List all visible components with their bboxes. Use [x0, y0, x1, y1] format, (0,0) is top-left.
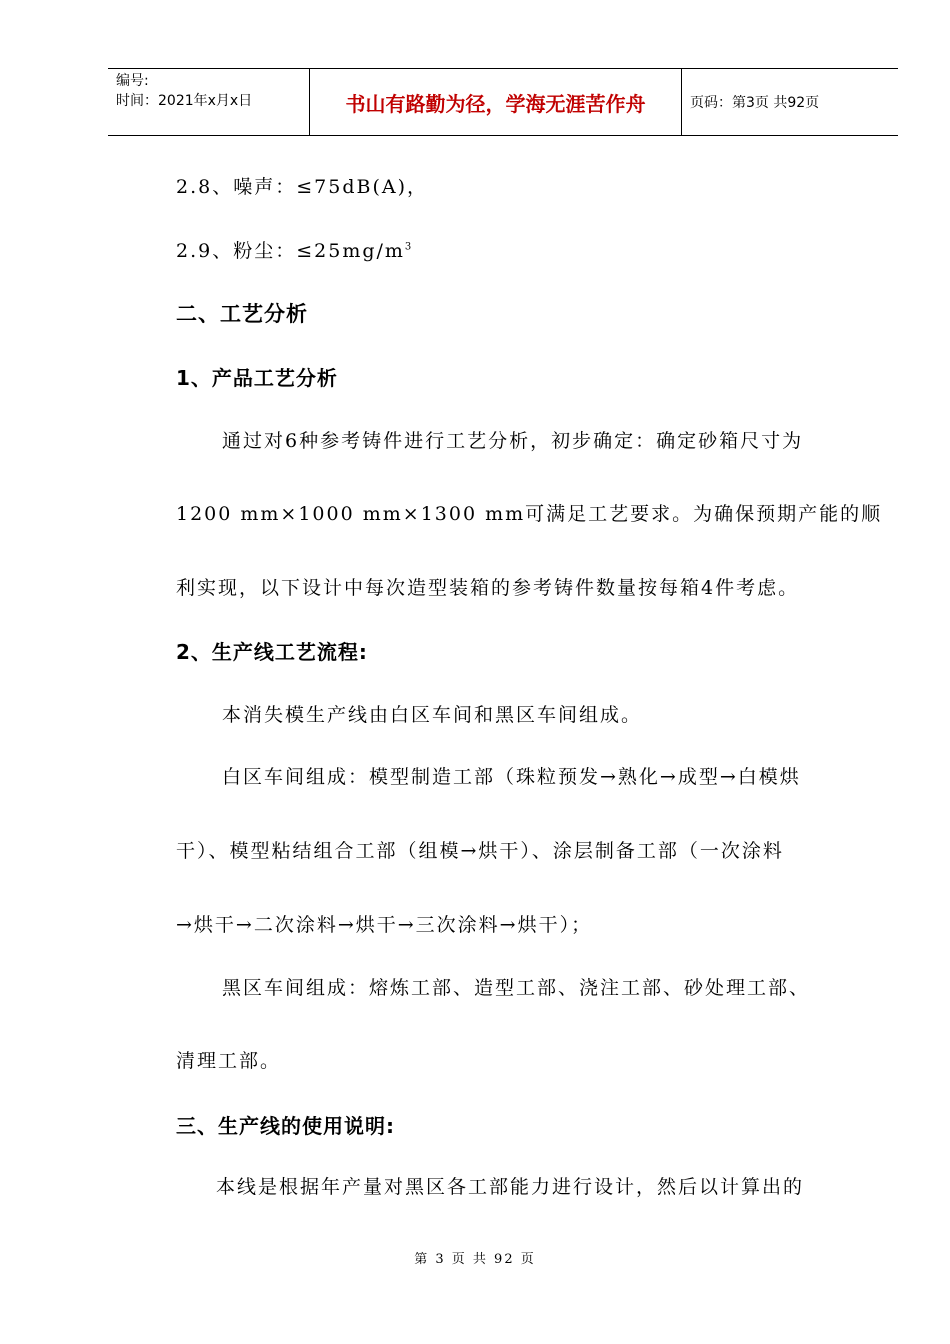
header-number: 编号: — [116, 73, 149, 89]
paragraph-line: 1200 mm×1000 mm×1300 mm可满足工艺要求。为确保预期产能的顺 — [176, 503, 883, 525]
subsection-heading-1: 1、产品工艺分析 — [176, 366, 338, 390]
paragraph-line: 本线是根据年产量对黑区各工部能力进行设计，然后以计算出的 — [216, 1176, 805, 1198]
paragraph-line: 通过对6种参考铸件进行工艺分析，初步确定：确定砂箱尺寸为 — [222, 430, 804, 452]
paragraph-line: 黑区车间组成：熔炼工部、造型工部、浇注工部、砂处理工部、 — [222, 977, 811, 999]
paragraph-line: →烘干→二次涂料→烘干→三次涂料→烘干）； — [176, 914, 593, 936]
section-heading-3: 三、生产线的使用说明: — [176, 1114, 395, 1138]
header-motto: 书山有路勤为径，学海无涯苦作舟 — [310, 69, 682, 135]
paragraph-line: 干）、模型粘结组合工部（组模→烘干）、涂层制备工部（一次涂料 — [176, 840, 784, 862]
header-meta — [108, 69, 310, 135]
header-page-info: 页码：第3页 共92页 — [690, 95, 820, 111]
page-header — [108, 68, 898, 136]
paragraph-line: 白区车间组成：模型制造工部（珠粒预发→熟化→成型→白模烘 — [222, 766, 801, 788]
section-heading-2: 二、工艺分析 — [176, 302, 308, 326]
paragraph-line: 利实现，以下设计中每次造型装箱的参考铸件数量按每箱4件考虑。 — [176, 577, 800, 599]
page-footer: 第 3 页 共 92 页 — [414, 1252, 536, 1267]
spec-dust — [176, 236, 413, 263]
spec-dust-superscript: 3 — [404, 241, 414, 253]
subsection-heading-2: 2、生产线工艺流程: — [176, 640, 368, 664]
paragraph-line: 清理工部。 — [176, 1050, 282, 1072]
spec-noise: 2.8、噪声：≤75dB(A)， — [176, 176, 428, 198]
paragraph-line: 本消失模生产线由白区车间和黑区车间组成。 — [222, 704, 643, 726]
header-time: 时间：2021年x月x日 — [116, 93, 253, 109]
spec-dust-text: 2.9、粉尘：≤25mg/m — [176, 240, 405, 262]
